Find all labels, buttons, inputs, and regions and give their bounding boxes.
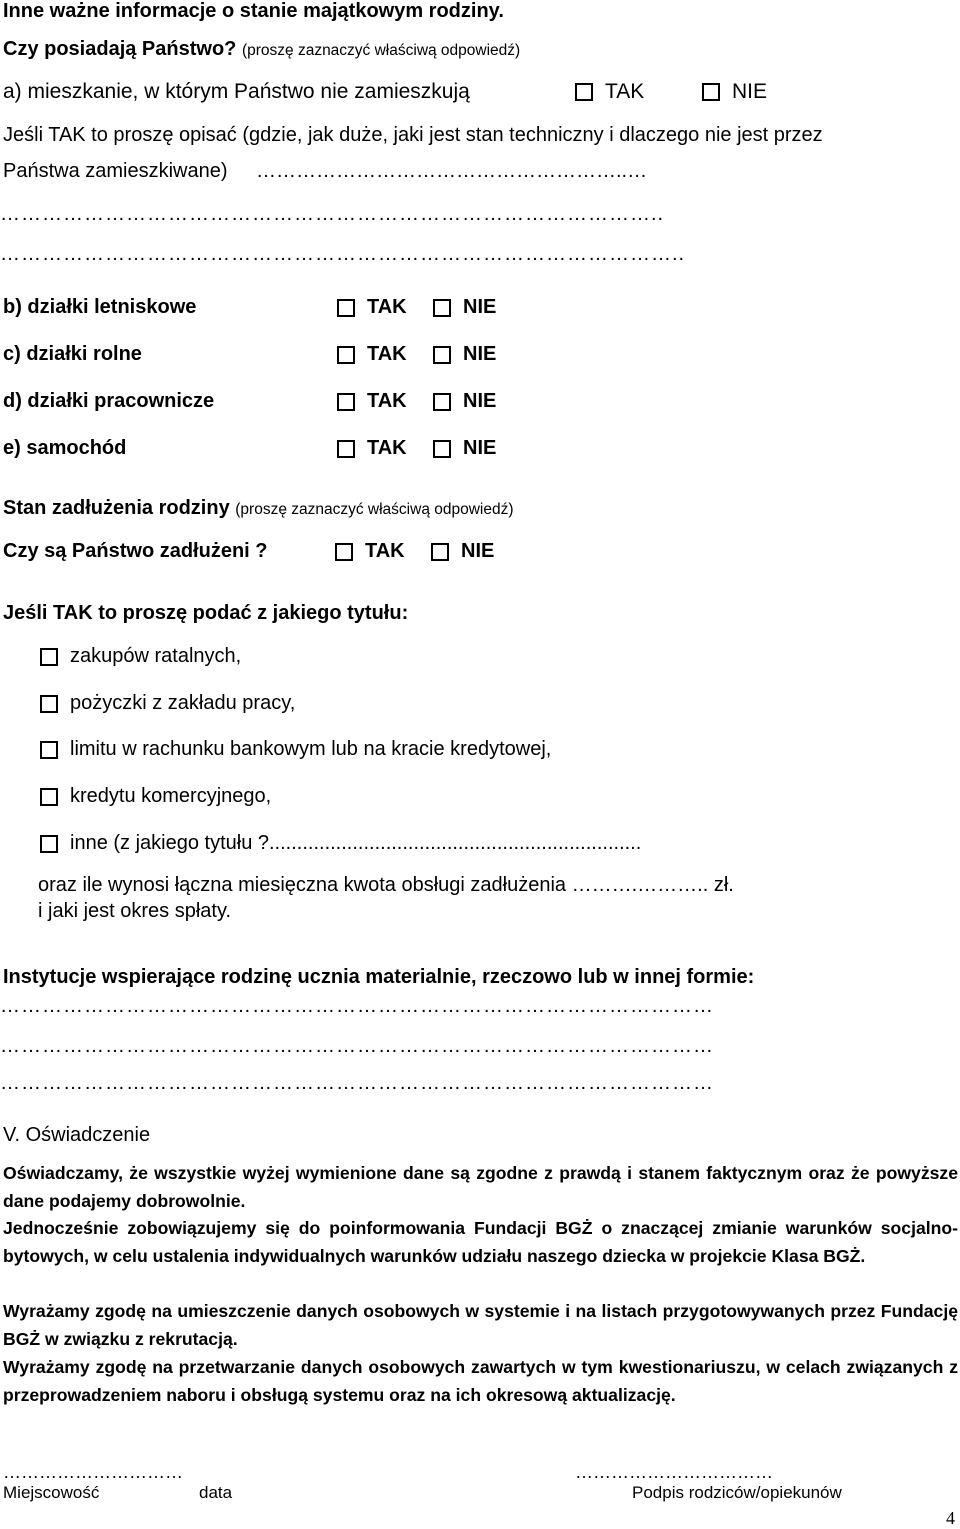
signature-label: Podpis rodziców/opiekunów [632, 1483, 842, 1502]
apartment-yes-checkbox[interactable] [575, 83, 593, 101]
declaration-paragraph-3: Wyrażamy zgodę na umieszczenie danych osobowych w systemie i na listach przygotowywanych przez Fundację BGŻ w związku z rekrutacją. [3, 1301, 958, 1349]
ownership-question-text: Czy posiadają Państwo? [3, 38, 237, 60]
asset-label-car: e) samochód [3, 437, 127, 459]
debt-option-checkbox[interactable] [40, 835, 58, 853]
declaration-heading: V. Oświadczenie [3, 1124, 151, 1146]
car-no-checkbox[interactable] [433, 440, 451, 458]
apartment-no-checkbox[interactable] [702, 83, 720, 101]
apartment-describe-line1: Jeśli TAK to proszę opisać (gdzie, jak duże, jaki jest stan techniczny i dlaczego nie jest przez [3, 124, 823, 146]
debt-title-hint: (proszę zaznaczyć właściwą odpowiedź) [235, 501, 514, 518]
car-yes-checkbox[interactable] [337, 440, 355, 458]
debt-option-installments[interactable] [40, 645, 241, 668]
institutions-dots-line1[interactable]: ………………………………………………………………………………………… [0, 995, 714, 1017]
no-label: NIE [463, 343, 497, 365]
declaration-paragraph-1: Oświadczamy, że wszystkie wyżej wymienione dane są zgodne z prawdą i stanem faktycznym oraz że powyższe dane podajemy dobrowolnie. [3, 1163, 958, 1211]
debt-option-credit-limit[interactable] [40, 738, 551, 761]
plots-work-yes-option[interactable] [337, 390, 407, 413]
plots-leisure-no-checkbox[interactable] [433, 299, 451, 317]
debt-if-yes: Jeśli TAK to proszę podać z jakiego tytułu: [3, 602, 409, 624]
plots-agri-yes-checkbox[interactable] [337, 346, 355, 364]
debt-option-commercial-credit[interactable] [40, 785, 271, 808]
debt-no-option[interactable] [431, 540, 494, 563]
debt-option-workplace-loan[interactable] [40, 692, 295, 715]
debt-option-label: zakupów ratalnych, [70, 645, 242, 667]
apartment-dots-line2[interactable]: ………………………………………………………………………………….. [0, 203, 665, 225]
yes-label: TAK [367, 390, 407, 412]
debt-amount-line[interactable]: oraz ile wynosi łączna miesięczna kwota obsługi zadłużenia ……….……….. zł. [38, 874, 734, 896]
ownership-question [3, 38, 520, 61]
plots-leisure-no-option[interactable] [433, 296, 496, 319]
declaration-paragraph-2: Jednocześnie zobowiązujemy się do poinformowania Fundacji BGŻ o znaczącej zmianie warunków socjalno-bytowych, w celu ustalenia indywidualnych warunków udziału naszego dziecka w projekcie Klasa BGŻ. [3, 1218, 958, 1266]
apartment-yes-option[interactable] [575, 80, 644, 104]
no-label: NIE [463, 390, 497, 412]
institutions-dots-line2[interactable]: ………………………………………………………………………………………… [0, 1035, 714, 1057]
place-label: Miejscowość [3, 1483, 100, 1502]
no-label: NIE [463, 437, 497, 459]
signature-dots[interactable]: …………………………… [575, 1462, 773, 1482]
debt-title [3, 497, 514, 520]
apartment-label: a) mieszkanie, w którym Państwo nie zamieszkują [3, 80, 470, 103]
debt-yes-checkbox[interactable] [335, 543, 353, 561]
debt-yes-option[interactable] [335, 540, 405, 563]
institutions-dots-line3[interactable]: ………………………………………………………………………………………… [0, 1072, 714, 1094]
debt-option-label: pożyczki z zakładu pracy, [70, 692, 296, 714]
debt-option-label: inne (z jakiego tytułu ?................................................................... [70, 832, 642, 854]
car-yes-option[interactable] [337, 437, 407, 460]
yes-label: TAK [605, 80, 645, 103]
apartment-no-option[interactable] [702, 80, 767, 104]
date-label: data [199, 1483, 233, 1502]
plots-leisure-yes-checkbox[interactable] [337, 299, 355, 317]
debt-option-checkbox[interactable] [40, 741, 58, 759]
section-title: Inne ważne informacje o stanie majątkowym rodziny. [3, 0, 504, 22]
debt-option-label: kredytu komercyjnego, [70, 785, 272, 807]
yes-label: TAK [367, 343, 407, 365]
debt-title-text: Stan zadłużenia rodziny [3, 497, 230, 519]
debt-option-checkbox[interactable] [40, 695, 58, 713]
debt-no-checkbox[interactable] [431, 543, 449, 561]
plots-work-no-option[interactable] [433, 390, 496, 413]
asset-label-plots-agri: c) działki rolne [3, 343, 142, 365]
car-no-option[interactable] [433, 437, 496, 460]
asset-label-plots-work: d) działki pracownicze [3, 390, 215, 412]
no-label: NIE [463, 296, 497, 318]
no-label: NIE [732, 80, 768, 103]
debt-period-line: i jaki jest okres spłaty. [38, 900, 232, 922]
page-number: 4 [946, 1508, 955, 1528]
plots-leisure-yes-option[interactable] [337, 296, 407, 319]
yes-label: TAK [367, 296, 407, 318]
no-label: NIE [461, 540, 495, 562]
yes-label: TAK [367, 437, 407, 459]
place-date-dots[interactable]: ………………………… [3, 1462, 183, 1482]
ownership-question-hint: (proszę zaznaczyć właściwą odpowiedź) [241, 42, 521, 59]
debt-question: Czy są Państwo zadłużeni ? [3, 540, 268, 562]
institutions-title: Instytucje wspierające rodzinę ucznia materialnie, rzeczowo lub w innej formie: [3, 966, 755, 988]
plots-agri-no-option[interactable] [433, 343, 496, 366]
asset-label-plots-leisure: b) działki letniskowe [3, 296, 197, 318]
apartment-dots-line3[interactable]: …………………………………………………………………………………….. [0, 243, 686, 265]
plots-agri-no-checkbox[interactable] [433, 346, 451, 364]
apartment-describe-dots[interactable]: ………………………………………………..… [256, 160, 648, 182]
debt-option-checkbox[interactable] [40, 648, 58, 666]
apartment-describe-line2: Państwa zamieszkiwane) [3, 160, 228, 182]
yes-label: TAK [365, 540, 405, 562]
declaration-paragraph-4: Wyrażamy zgodę na przetwarzanie danych osobowych zawartych w tym kwestionariuszu, w celach związanych z przeprowadzeniem naboru i obsługą systemu oraz na ich okresową aktualizację. [3, 1357, 958, 1405]
plots-agri-yes-option[interactable] [337, 343, 407, 366]
debt-option-checkbox[interactable] [40, 788, 58, 806]
plots-work-yes-checkbox[interactable] [337, 393, 355, 411]
debt-option-label: limitu w rachunku bankowym lub na kracie kredytowej, [70, 738, 552, 760]
plots-work-no-checkbox[interactable] [433, 393, 451, 411]
debt-option-other[interactable] [40, 832, 641, 855]
